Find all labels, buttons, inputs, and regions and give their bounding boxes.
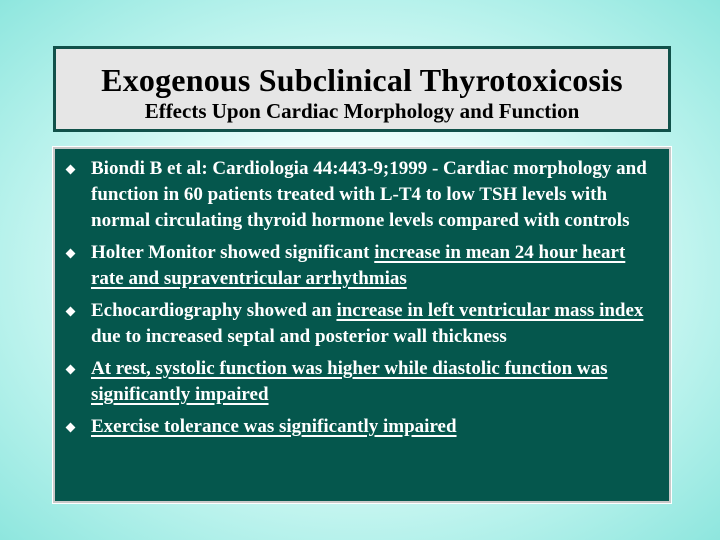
bullet-item-5: [55, 414, 657, 440]
content-panel: [53, 147, 671, 503]
bullet-text: Echocardiography showed an: [91, 300, 337, 321]
bullet-item-1: [55, 156, 657, 234]
bullet-item-4: [55, 356, 657, 408]
diamond-bullet-icon: [66, 307, 76, 317]
diamond-bullet-icon: [66, 249, 76, 259]
bullet-text: Biondi B et al: Cardiologia 44:443-9;1999 - Cardiac morphology and function in 60 patients treated with L-T4 to low TSH levels with normal circulating thyroid hormone levels compared with controls: [91, 158, 647, 231]
title-box: [53, 46, 671, 132]
bullet-item-3: [55, 298, 657, 350]
bullet-underlined-text: increase in left ventricular mass index: [336, 300, 644, 321]
bullet-text-continued: due to increased septal and posterior wall thickness: [91, 326, 507, 347]
slide-subtitle: Effects Upon Cardiac Morphology and Function: [144, 99, 580, 123]
diamond-bullet-icon: [66, 365, 76, 375]
slide-title: Exogenous Subclinical Thyrotoxicosis: [101, 62, 623, 98]
bullet-underlined-text: increase in mean 24 hour heart rate and supraventricular arrhythmias: [91, 242, 626, 289]
bullet-list: [55, 149, 669, 440]
diamond-bullet-icon: [66, 423, 76, 433]
bullet-item-2: [55, 240, 657, 292]
diamond-bullet-icon: [66, 165, 76, 175]
bullet-underlined-text: Exercise tolerance was significantly impaired: [91, 416, 457, 437]
bullet-text: Holter Monitor showed significant: [91, 242, 375, 263]
bullet-underlined-text: At rest, systolic function was higher while diastolic function was significantly impaired: [91, 358, 608, 405]
